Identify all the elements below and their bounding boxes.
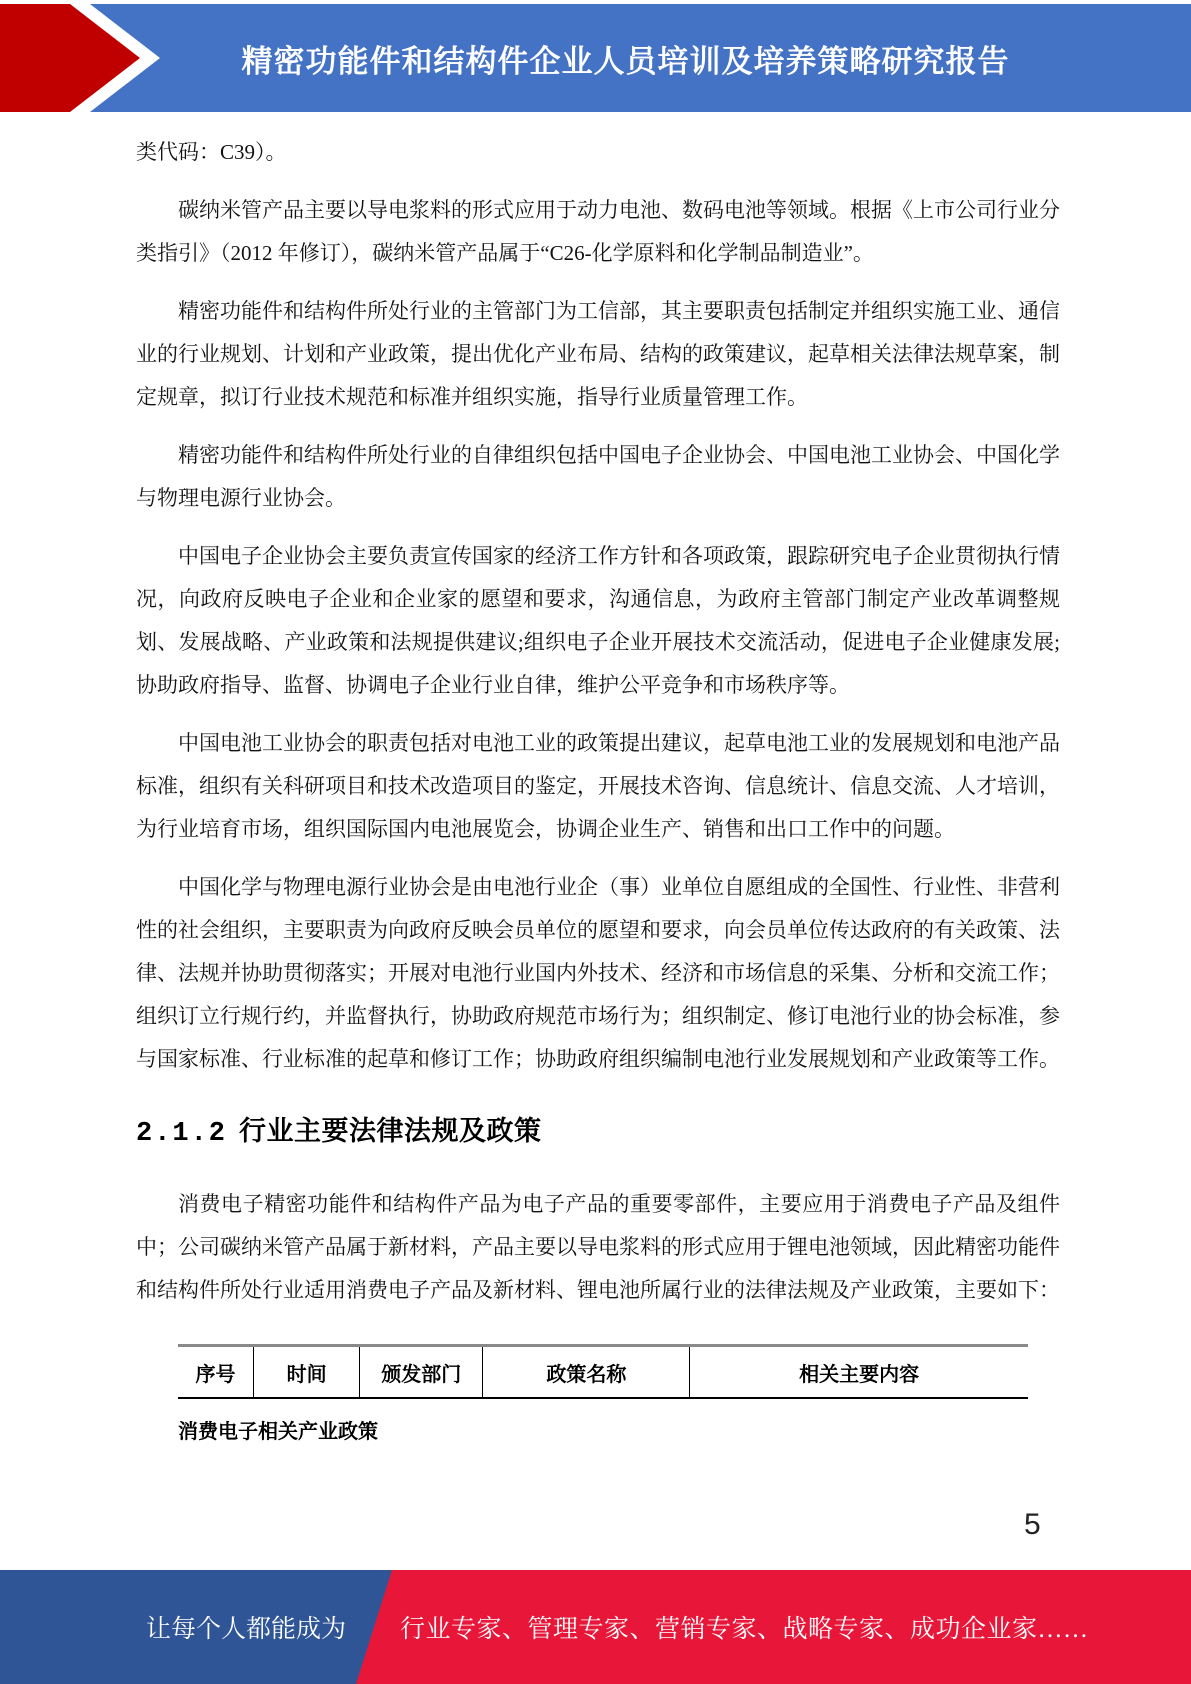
footer-slogan-left: 让每个人都能成为 (146, 1616, 347, 1643)
header-banner (0, 4, 1191, 112)
paragraph: 中国电池工业协会的职责包括对电池工业的政策提出建议，起草电池工业的发展规划和电池产品标准，组织有关科研项目和技术改造项目的鉴定，开展技术咨询、信息统计、信息交流、人才培训，为行业培育市场，组织国际国内电池展览会，协调企业生产、销售和出口工作中的问题。 (136, 731, 1060, 841)
section-heading (136, 1109, 1060, 1149)
policy-table (178, 1344, 1028, 1450)
policy-table-body (178, 1398, 1028, 1450)
report-title: 精密功能件和结构件企业人员培训及培养策略研究报告 (241, 43, 1010, 79)
section-title: 行业主要法律法规及政策 (239, 1116, 542, 1146)
paragraph-continuation: 类代码：C39）。 (136, 140, 287, 164)
section-number: 2.1.2 (136, 1119, 228, 1149)
footer-slogan-right: 行业专家、管理专家、营销专家、战略专家、成功企业家…… (400, 1616, 1089, 1643)
page-body (136, 116, 1060, 1450)
table-header-policy: 政策名称 (483, 1346, 690, 1399)
table-header-content: 相关主要内容 (690, 1346, 1028, 1399)
paragraph: 消费电子精密功能件和结构件产品为电子产品的重要零部件，主要应用于消费电子产品及组件中；公司碳纳米管产品属于新材料，产品主要以导电浆料的形式应用于锂电池领域，因此精密功能件和结构件所处行业适用消费电子产品及新材料、锂电池所属行业的法律法规及产业政策，主要如下： (136, 1192, 1060, 1302)
policy-table-head (178, 1346, 1028, 1399)
paragraph: 中国电子企业协会主要负责宣传国家的经济工作方针和各项政策，跟踪研究电子企业贯彻执行情况，向政府反映电子企业和企业家的愿望和要求，沟通信息，为政府主管部门制定产业改革调整规划、发展战略、产业政策和法规提供建议;组织电子企业开展技术交流活动，促进电子企业健康发展;协助政府指导、监督、协调电子企业行业自律，维护公平竞争和市场秩序等。 (136, 544, 1060, 697)
policy-table-header-row (178, 1346, 1028, 1399)
table-header-index: 序号 (178, 1346, 254, 1399)
table-group-row (178, 1398, 1028, 1450)
page-number: 5 (1024, 1508, 1041, 1541)
page-footer (0, 1570, 1191, 1684)
paragraph: 中国化学与物理电源行业协会是由电池行业企（事）业单位自愿组成的全国性、行业性、非营利性的社会组织，主要职责为向政府反映会员单位的愿望和要求，向会员单位传达政府的有关政策、法律、法规并协助贯彻落实；开展对电池行业国内外技术、经济和市场信息的采集、分析和交流工作；组织订立行规行约，并监督执行，协助政府规范市场行为；组织制定、修订电池行业的协会标准，参与国家标准、行业标准的起草和修订工作；协助政府组织编制电池行业发展规划和产业政策等工作。 (136, 875, 1060, 1071)
table-header-issuer: 颁发部门 (360, 1346, 483, 1399)
table-group-label: 消费电子相关产业政策 (178, 1421, 378, 1443)
paragraph: 精密功能件和结构件所处行业的自律组织包括中国电子企业协会、中国电池工业协会、中国化学与物理电源行业协会。 (136, 443, 1060, 510)
table-header-time: 时间 (254, 1346, 360, 1399)
paragraph: 精密功能件和结构件所处行业的主管部门为工信部，其主要职责包括制定并组织实施工业、通信业的行业规划、计划和产业政策，提出优化产业布局、结构的政策建议，起草相关法律法规草案，制定规章，拟订行业技术规范和标准并组织实施，指导行业质量管理工作。 (136, 299, 1060, 409)
paragraph: 碳纳米管产品主要以导电浆料的形式应用于动力电池、数码电池等领域。根据《上市公司行业分类指引》（2012 年修订），碳纳米管产品属于“C26-化学原料和化学制品制造业”。 (136, 198, 1060, 265)
